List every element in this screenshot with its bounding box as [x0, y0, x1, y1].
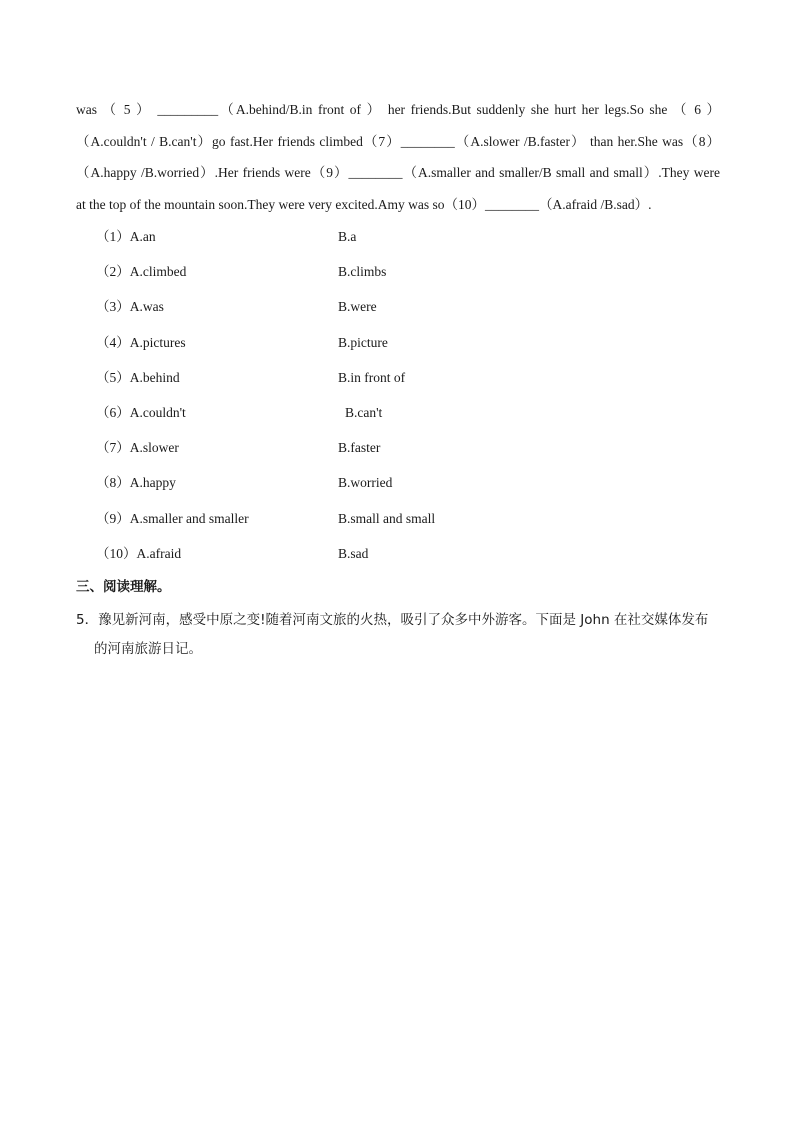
option-b: B.a [338, 229, 357, 244]
option-row [96, 225, 596, 260]
option-a: （10）A.afraid [96, 545, 182, 561]
option-a: （6）A.couldn't [96, 404, 186, 420]
option-a: （8）A.happy [96, 475, 176, 491]
option-a: （9）A.smaller and smaller [96, 510, 249, 526]
passage-line: （A.happy /B.worried）.Her friends were（9）________（A.smaller and smaller/B small and small）.They were [76, 165, 720, 180]
option-a: （5）A.behind [96, 369, 180, 385]
question-text-line: 5．豫见新河南，感受中原之变!随着河南文旅的火热，吸引了众多中外游客。下面是 John 在社交媒体发布 [76, 612, 709, 628]
option-b: B.worried [338, 475, 393, 491]
question-5 [76, 606, 720, 664]
option-b: B.picture [338, 334, 388, 350]
cloze-passage [76, 98, 720, 224]
option-a: （2）A.climbed [96, 264, 187, 280]
option-row [96, 260, 596, 295]
option-row [96, 366, 596, 401]
passage-line: at the top of the mountain soon.They were very excited.Amy was so（10）________（A.afraid /B.sad）. [76, 196, 652, 212]
option-row [96, 542, 596, 577]
option-a: （1）A.an [96, 229, 156, 244]
option-a: （3）A.was [96, 299, 164, 315]
option-b: B.in front of [338, 369, 406, 385]
section-heading: 三、阅读理解。 [76, 579, 171, 595]
option-row [96, 401, 596, 436]
option-b: B.can't [345, 404, 383, 420]
answer-options [96, 225, 596, 577]
option-b: B.small and small [338, 510, 436, 526]
option-row [96, 295, 596, 330]
option-a: （4）A.pictures [96, 334, 186, 350]
option-row [96, 471, 596, 506]
option-row [96, 331, 596, 366]
option-b: B.faster [338, 440, 381, 456]
passage-line: was （ 5 ） _________（A.behind/B.in front of ） her friends.But suddenly she hurt her legs.So she （ 6 ） [76, 102, 720, 117]
option-b: B.were [338, 299, 377, 315]
passage-line: （A.couldn't / B.can't）go fast.Her friends climbed（7）________（A.slower /B.faster） than her.She was（8） [76, 133, 720, 149]
option-b: B.sad [338, 545, 369, 561]
option-a: （7）A.slower [96, 440, 179, 456]
option-b: B.climbs [338, 264, 387, 280]
question-text-line: 的河南旅游日记。 [94, 641, 202, 657]
option-row [96, 507, 596, 542]
option-row [96, 436, 596, 471]
